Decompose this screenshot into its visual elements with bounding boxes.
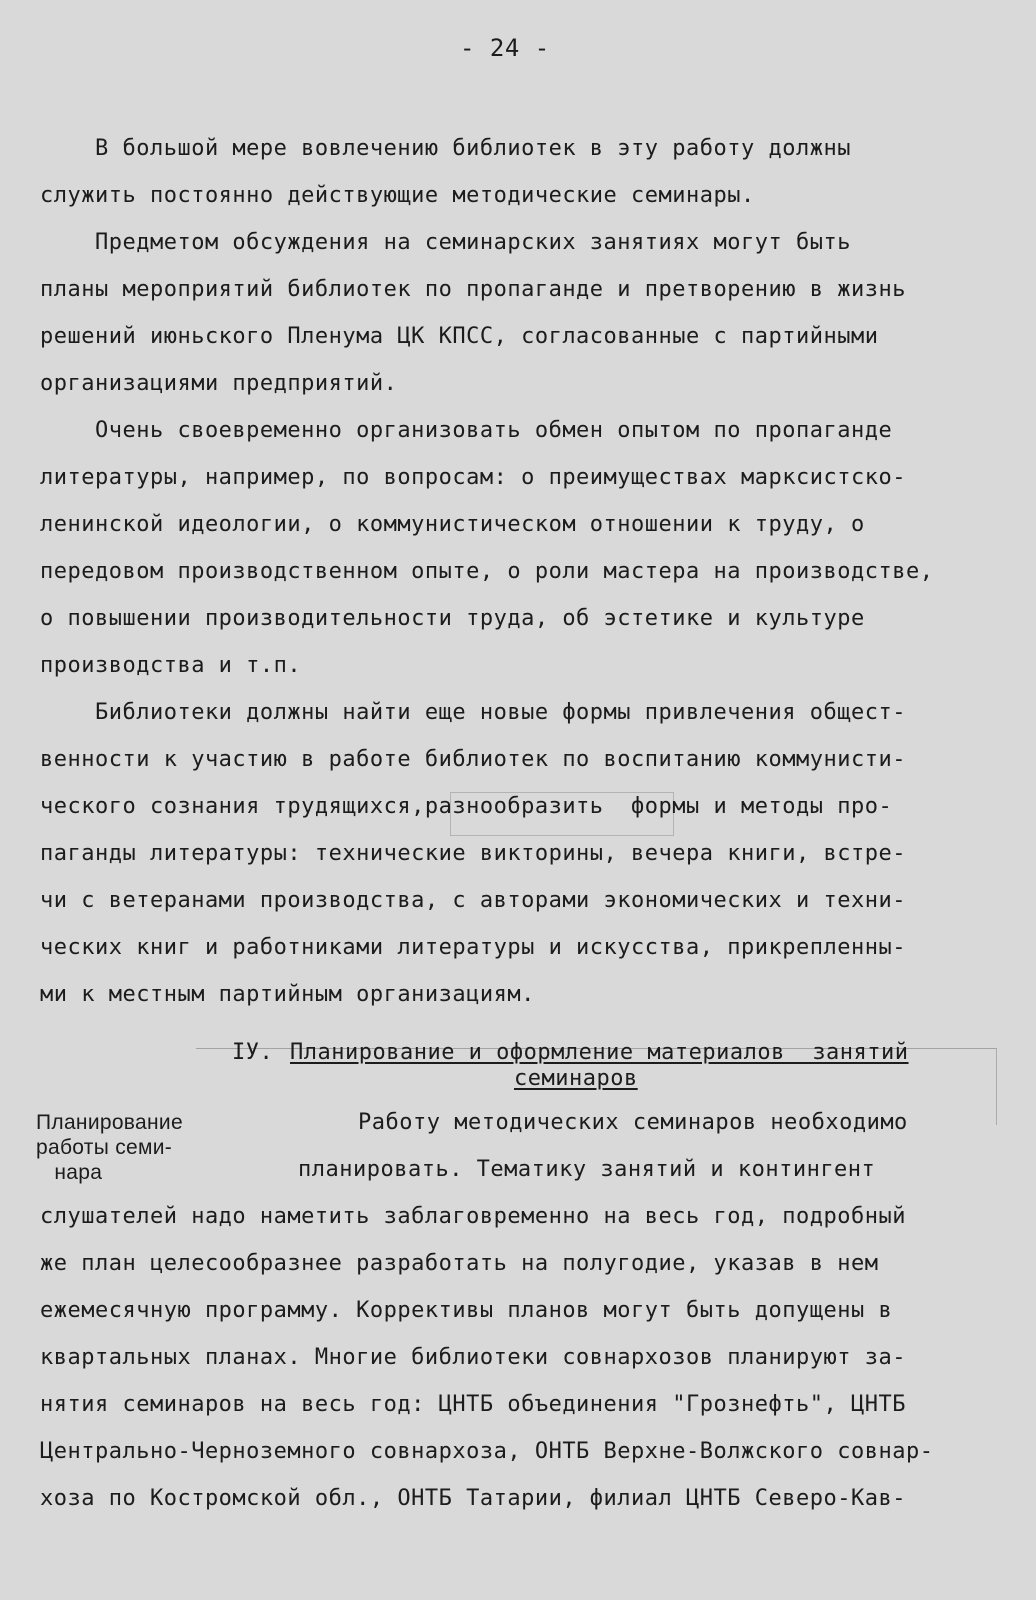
text-line: чи с ветеранами производства, с авторами экономических и техни- — [40, 888, 906, 913]
text-line: решений июньского Пленума ЦК КПСС, согласованные с партийными — [40, 324, 879, 349]
text-line: ческих книг и работниками литературы и искусства, прикрепленны- — [40, 935, 906, 960]
section-heading-line-2: семинаров — [514, 1066, 638, 1091]
text-line: Библиотеки должны найти еще новые формы привлечения общест- — [40, 700, 906, 725]
text-line: венности к участию в работе библиотек по воспитанию коммунисти- — [40, 747, 906, 772]
page-number: - 24 - — [460, 34, 550, 62]
text-line: планы мероприятий библиотек по пропаганде и претворению в жизнь — [40, 277, 906, 302]
text-line: ежемесячную программу. Коррективы планов могут быть допущены в — [40, 1298, 893, 1323]
text-line: о повышении производительности труда, об эстетике и культуре — [40, 606, 865, 631]
text-line: Очень своевременно организовать обмен опытом по пропаганде — [40, 418, 893, 443]
text-line: слушателей надо наметить заблаговременно на весь год, подробный — [40, 1204, 906, 1229]
text-line: хоза по Костромской обл., ОНТБ Татарии, филиал ЦНТБ Северо-Кав- — [40, 1486, 906, 1511]
text-line: В большой мере вовлечению библиотек в эту работу должны — [40, 136, 851, 161]
text-line: служить постоянно действующие методические семинары. — [40, 183, 755, 208]
margin-note-line: Планирование — [36, 1111, 183, 1134]
text-line: организациями предприятий. — [40, 371, 398, 396]
margin-note — [36, 1110, 183, 1185]
text-line: паганды литературы: технические викторины, вечера книги, встре- — [40, 841, 906, 866]
margin-note-line: нара — [36, 1161, 103, 1184]
text-line: производства и т.п. — [40, 653, 302, 678]
text-line: нятия семинаров на весь год: ЦНТБ объединения "Грознефть", ЦНТБ — [40, 1392, 906, 1417]
text-line: передовом производственном опыте, о роли мастера на производстве, — [40, 559, 934, 584]
text-line: квартальных планах. Многие библиотеки совнархозов планируют за- — [40, 1345, 906, 1370]
text-line: Работу методических семинаров необходимо — [358, 1110, 908, 1135]
text-line: планировать. Тематику занятий и контингент — [298, 1157, 876, 1182]
text-line: литературы, например, по вопросам: о преимуществах марксистско- — [40, 465, 906, 490]
text-line: Центрально-Черноземного совнархоза, ОНТБ Верхне-Волжского совнар- — [40, 1439, 934, 1464]
text-line: же план целесообразнее разработать на полугодие, указав в нем — [40, 1251, 879, 1276]
section-heading-line-1: Планирование и оформление материалов занятий — [290, 1040, 909, 1065]
text-line: ленинской идеологии, о коммунистическом отношении к труду, о — [40, 512, 865, 537]
section-number: IУ. — [232, 1040, 274, 1065]
margin-note-line: работы семи- — [36, 1136, 173, 1159]
text-line: ческого сознания трудящихся,разнообразить формы и методы про- — [40, 794, 893, 819]
text-line: ми к местным партийным организациям. — [40, 982, 535, 1007]
text-line: Предметом обсуждения на семинарских занятиях могут быть — [40, 230, 851, 255]
